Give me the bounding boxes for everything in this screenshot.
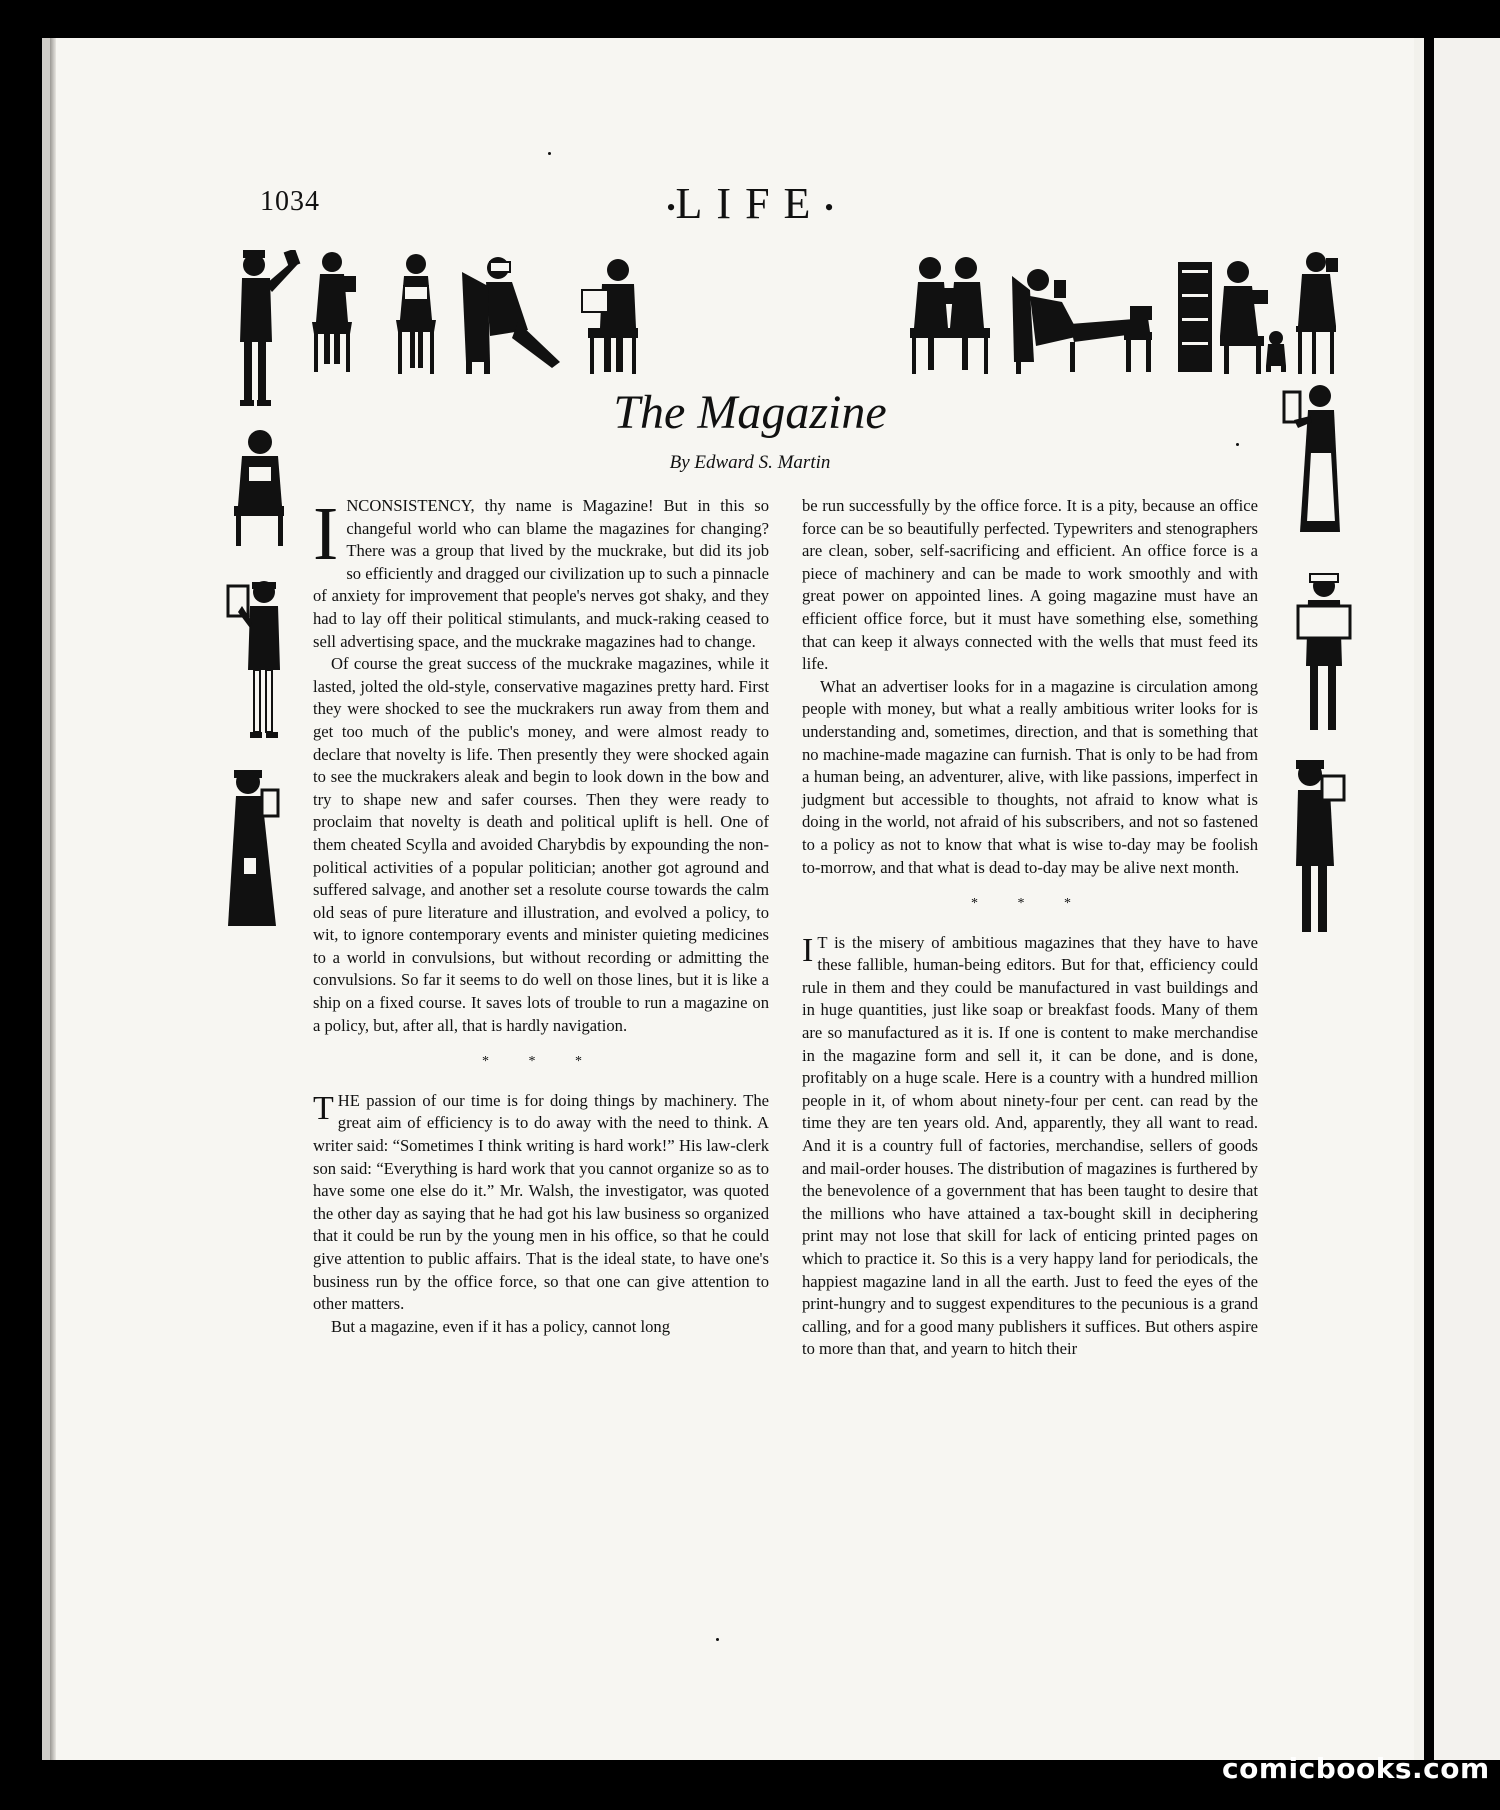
silhouette-girl-reading-stool-icon xyxy=(1290,248,1340,376)
section-separator: * * * xyxy=(971,896,1089,912)
silhouette-man-hat-reading-margin-icon xyxy=(1286,756,1356,936)
silhouette-man-reclining-feet-up-icon xyxy=(1010,262,1160,374)
silhouette-woman-reading-chair-icon xyxy=(390,250,442,375)
print-speck xyxy=(548,152,551,155)
paragraph: I T is the misery of ambitious magazines that they have to have these fallible, human-being editors. But for that, efficiency could rule in them and they could be manufactured in vast buildings and in huge quantities, just like soap or breakfast foods. Many of them are so manufactured as it is. If one is content to make merchandise in the magazine form and sell it, it can be done, and is done, profitably on a huge scale. Here is a country with a hundred million people in it, of whom about ninety-four per cent. can read by the time they are ten years old. And, apparently, they all want to read. And it is a country full of factories, merchandise, sellers of goods and mail-order houses. The distribution of magazines is furthered by the benevolence of a government that has been taught to desire that the millions who have attained a tax-bought skill in deciphering print may not lose that skill for lack of enticing printed pages on which to practice it. So this is a very happy land for periodicals, the happiest magazine land in all the earth. Just to feed the eyes of the print-hungry and to suggest expenditures to the pecunious is a grand calling, and for a good many publishers it suffices. But others aspire to more than that, and yearn to hitch their xyxy=(802,931,1258,1359)
article-column-right xyxy=(802,495,1258,1361)
drop-cap: T xyxy=(313,1089,334,1127)
article-column-left xyxy=(313,492,769,1338)
paragraph: Of course the great success of the muckrake magazines, while it lasted, jolted the old-style, conservative magazines pretty hard. First they were shocked to see the muckrakers run away from them and get too much of the public's money, and were almost ready to declare that novelty is life. Then presently they were shocked again to see the muckrakers aleak and begin to look down in the bow and try to shape new and safer courses. Then they were ready to proclaim that novelty is death and political uplift is hell. One of them cheated Scylla and avoided Charybdis by expounding the non-political activities of a popular politician; another got aground and suffered salvage, and another set a resolute course towards the calm old seas of pure literature and illustration, and evolved a policy, to wit, to ignore contemporary events and minister quieting medicines to a world in convulsions, but without recording or admitting the convulsions. So far it seems to do well on those lines, but it is like a ship on a fixed course. It saves lots of trouble to run a magazine on a policy, but, after all, that is hardly navigation. xyxy=(313,654,769,1035)
magazine-masthead: •LIFE• xyxy=(666,179,834,228)
article-title: The Magazine xyxy=(613,386,887,439)
silhouette-woman-long-dress-reading-icon xyxy=(226,766,290,934)
scan-border-top xyxy=(0,0,1500,40)
paragraph: What an advertiser looks for in a magazine is circulation among people with money, but what a really ambitious writer looks for is understanding and, sometimes, direction, and that is something that no machine-made magazine can furnish. That is only to be had from a human being, an adventurer, alive, with like passions, imperfect in judgment but accessible to thoughts, not afraid to know what is doing in the world, not afraid of his subscribers, and not so fastened to a policy as not to know that what is wise to-day may be foolish to-morrow, and that what is dead to-day may be alive next month. xyxy=(802,676,1258,877)
section-separator: * * * xyxy=(482,1054,600,1070)
watermark: comicbooks.com xyxy=(1222,1752,1490,1785)
print-speck xyxy=(716,1638,719,1641)
silhouette-man-reading-standing-icon xyxy=(232,250,304,415)
article-byline: By Edward S. Martin xyxy=(669,452,831,473)
silhouette-woman-apron-reading-icon xyxy=(1280,382,1342,544)
page-gutter-shadow xyxy=(50,38,56,1760)
drop-cap: I xyxy=(802,931,814,969)
silhouette-man-reading-newspaper-margin-icon xyxy=(1292,570,1356,738)
paragraph: THE passion of our time is for doing things by machinery. The great aim of efficiency is to do away with the need to think. A writer said: “Sometimes I think writing is hard work!” His law-clerk son said: “Everything is hard work that you cannot organize so as to have some one else do it.” Mr. Walsh, the investigator, was quoted the other day as saying that he had got his law business so organized that it could be run by the young men in his office, so that he could give attention to public affairs. That is the ideal state, to have one's business run by the office force, so that one can give attention to other matters. xyxy=(313,1089,769,1314)
silhouette-man-reading-newspaper-icon xyxy=(578,256,646,374)
silhouette-woman-reclining-armchair-icon xyxy=(460,252,570,374)
silhouette-woman-reading-seated-icon xyxy=(302,248,362,373)
silhouette-boy-reading-standing-icon xyxy=(222,576,288,746)
paragraph: be run successfully by the office force. It is a pity, because an office force can be so beautifully perfected. Typewriters and stenographers are clean, sober, self-sacrificing and efficient. An office force is a piece of machinery and can be made to work smoothly and with great power on appointed lines. A going magazine must have an efficient office force, but it must have something else, something that can keep it always connected with the wells that must feed its life. xyxy=(802,496,1258,674)
silhouette-small-dog-icon xyxy=(1262,286,1290,372)
drop-cap: I xyxy=(313,492,339,576)
page-number: 1034 xyxy=(260,186,320,217)
masthead-title: LIFE xyxy=(675,179,825,228)
silhouette-couple-reading-together-icon xyxy=(900,252,1000,374)
silhouette-reader-seated-margin-icon xyxy=(228,426,290,546)
paragraph: But a magazine, even if it has a policy, cannot long xyxy=(331,1316,670,1336)
silhouette-woman-at-bookshelf-icon xyxy=(1176,252,1274,374)
print-speck xyxy=(1236,443,1239,446)
next-page-edge xyxy=(1414,38,1500,1760)
paragraph: INCONSISTENCY, thy name is Magazine! But in this so changeful world who can blame the magazines for changing? There was a group that lived by the muckrake, but did its job so efficiently and dragged our civilization up to such a pinnacle of anxiety for improvement that people's nerves got shaky, and they had to lay off their political stimulants, and muck-raking ceased to sell advertising space, and the muckrake magazines had to change. xyxy=(313,492,769,651)
